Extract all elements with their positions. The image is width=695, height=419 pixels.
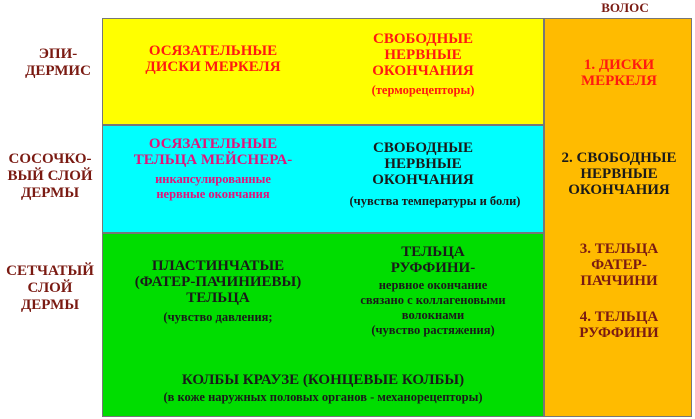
merkel-discs-text: ОСЯЗАТЕЛЬНЫЕ ДИСКИ МЕРКЕЛЯ xyxy=(145,43,281,75)
meissner-sub: инкапсулированные нервные окончания xyxy=(155,172,271,201)
ruffini-sub: нервное окончание связано с коллагеновыми волокнами (чувство растяжения) xyxy=(360,278,506,337)
epidermis-panel xyxy=(102,18,544,125)
layer-label-papillary: СОСОЧКО- ВЫЙ СЛОЙ ДЕРМЫ xyxy=(7,151,93,201)
reticular-panel xyxy=(102,233,544,417)
papillary-free-endings-title: СВОБОДНЫЕ НЕРВНЫЕ ОКОНЧАНИЯ xyxy=(372,140,474,188)
hair-column xyxy=(544,18,692,417)
krause-title: КОЛБЫ КРАУЗЕ (КОНЦЕВЫЕ КОЛБЫ) xyxy=(181,372,465,388)
hair-label: ВОЛОС xyxy=(601,0,649,15)
layer-label-reticular: СЕТЧАТЫЙ СЛОЙ ДЕРМЫ xyxy=(6,263,94,313)
papillary-panel xyxy=(102,125,544,233)
papillary-free-endings-sub: (чувства температуры и боли) xyxy=(349,194,521,208)
hair-item-ruffini: 4. ТЕЛЬЦА РУФФИНИ xyxy=(579,309,659,341)
layer-label-epidermis: ЭПИ- ДЕРМИС xyxy=(25,46,91,79)
krause-sub: (в коже наружных половых органов - механорецепторы) xyxy=(163,390,483,404)
free-nerve-endings-title: СВОБОДНЫЕ НЕРВНЫЕ ОКОНЧАНИЯ xyxy=(372,31,474,79)
pacinian-title: ПЛАСТИНЧАТЫЕ (ФАТЕР-ПАЧИНИЕВЫ) ТЕЛЬЦА xyxy=(134,258,302,306)
hair-item-free-endings: 2. СВОБОДНЫЕ НЕРВНЫЕ ОКОНЧАНИЯ xyxy=(561,150,677,198)
hair-item-merkel: 1. ДИСКИ МЕРКЕЛЯ xyxy=(580,57,658,89)
pacinian-sub: (чувство давления; xyxy=(163,310,273,324)
thermoreceptors-text: (терморецепторы) xyxy=(371,83,475,97)
ruffini-title: ТЕЛЬЦА РУФФИНИ- xyxy=(390,244,476,276)
hair-item-pacini: 3. ТЕЛЬЦА ФАТЕР- ПАЧЧИНИ xyxy=(579,241,659,289)
meissner-title: ОСЯЗАТЕЛЬНЫЕ ТЕЛЬЦА МЕЙСНЕРА- xyxy=(133,136,293,168)
